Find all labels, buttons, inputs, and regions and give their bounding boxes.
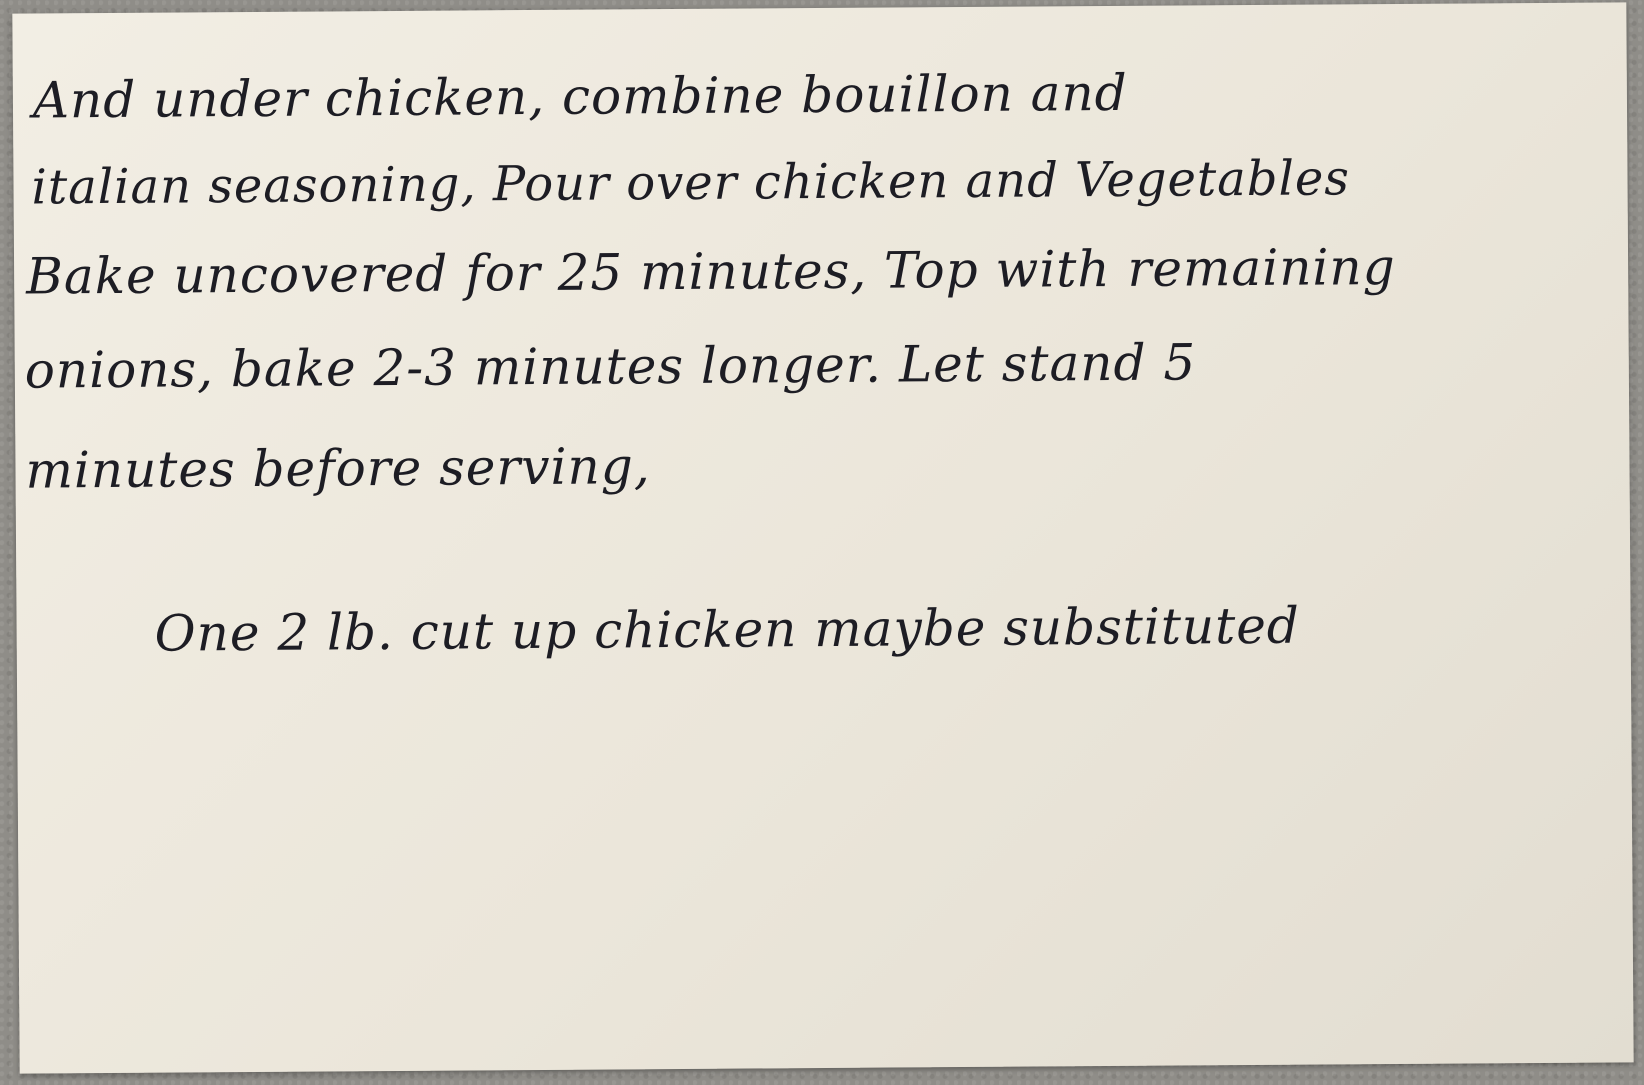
recipe-card <box>12 2 1633 1073</box>
handwritten-line: onions, bake 2-3 minutes longer. Let stand 5 <box>24 333 1197 400</box>
handwritten-line: minutes before serving, <box>25 437 651 500</box>
handwritten-note: One 2 lb. cut up chicken maybe substituted <box>154 596 1301 663</box>
handwritten-line: italian seasoning, Pour over chicken and Vegetables <box>31 150 1351 216</box>
handwritten-line: Bake uncovered for 25 minutes, Top with remaining <box>25 237 1396 306</box>
handwritten-line: And under chicken, combine bouillon and <box>32 63 1128 130</box>
